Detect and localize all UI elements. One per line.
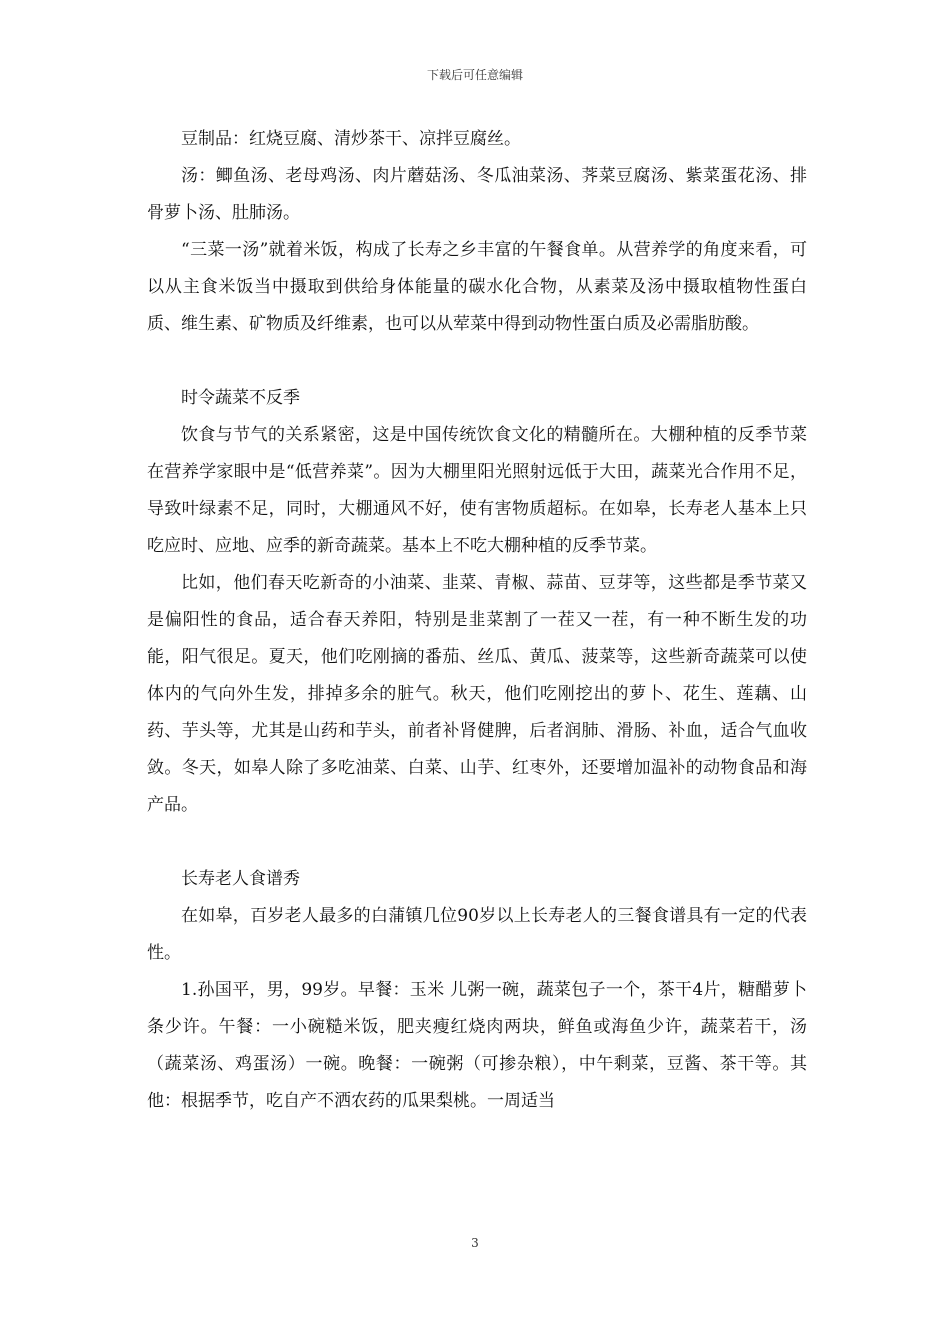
- section-spacer: [147, 343, 807, 380]
- section-title-seasonal-vegetables: 时令蔬菜不反季: [181, 388, 300, 408]
- paragraph-recipe-sun-guoping: 1.孙国平，男，99岁。早餐：玉米 儿粥一碗，蔬菜包子一个，茶干4片，糖醋萝卜条少许。午餐：一小碗糙米饭，肥夹瘦红烧肉两块，鲜鱼或海鱼少许，蔬菜若干，汤（蔬菜汤、鸡蛋汤）一碗。晚餐：一碗粥（可掺杂粮），中午剩菜，豆酱、茶干等。其他：根据季节，吃自产不洒农药的瓜果梨桃。一周适当: [147, 980, 807, 1111]
- paragraph-tofu-dishes: 豆制品：红烧豆腐、清炒茶干、凉拌豆腐丝。: [181, 129, 521, 149]
- paragraph-seasonal-1: 饮食与节气的关系紧密，这是中国传统饮食文化的精髓所在。大棚种植的反季节菜在营养学家眼中是“低营养菜”。因为大棚里阳光照射远低于大田，蔬菜光合作用不足，导致叶绿素不足，同时，大棚通风不好，使有害物质超标。在如皋，长寿老人基本上只吃应时、应地、应季的新奇蔬菜。基本上不吃大棚种植的反季节菜。: [147, 425, 807, 556]
- document-body: [147, 121, 807, 1120]
- page-number: 3: [471, 1236, 479, 1250]
- paragraph-seasonal-2: 比如，他们春天吃新奇的小油菜、韭菜、青椒、蒜苗、豆芽等，这些都是季节菜又是偏阳性的食品，适合春天养阳，特别是韭菜割了一茬又一茬，有一种不断生发的功能，阳气很足。夏天，他们吃刚摘的番茄、丝瓜、黄瓜、菠菜等，这些新奇蔬菜可以使体内的气向外生发，排掉多余的脏气。秋天，他们吃刚挖出的萝卜、花生、莲藕、山药、芋头等，尤其是山药和芋头，前者补肾健脾，后者润肺、滑肠、补血，适合气血收敛。冬天，如皋人除了多吃油菜、白菜、山芋、红枣外，还要增加温补的动物食品和海产品。: [147, 573, 807, 815]
- paragraph-recipes-intro: 在如皋，百岁老人最多的白蒲镇几位90岁以上长寿老人的三餐食谱具有一定的代表性。: [147, 906, 807, 963]
- paragraph-soups: 汤：鲫鱼汤、老母鸡汤、肉片蘑菇汤、冬瓜油菜汤、荠菜豆腐汤、紫菜蛋花汤、排骨萝卜汤、肚肺汤。: [147, 166, 807, 223]
- paragraph-three-dishes-one-soup: “三菜一汤”就着米饭，构成了长寿之乡丰富的午餐食单。从营养学的角度来看，可以从主食米饭当中摄取到供给身体能量的碳水化合物，从素菜及汤中摄取植物性蛋白质、维生素、矿物质及纤维素，也可以从荤菜中得到动物性蛋白质及必需脂肪酸。: [147, 240, 807, 334]
- section-title-longevity-recipes: 长寿老人食谱秀: [181, 869, 300, 889]
- page-header: 下载后可任意编辑: [426, 68, 523, 82]
- section-spacer: [147, 824, 807, 861]
